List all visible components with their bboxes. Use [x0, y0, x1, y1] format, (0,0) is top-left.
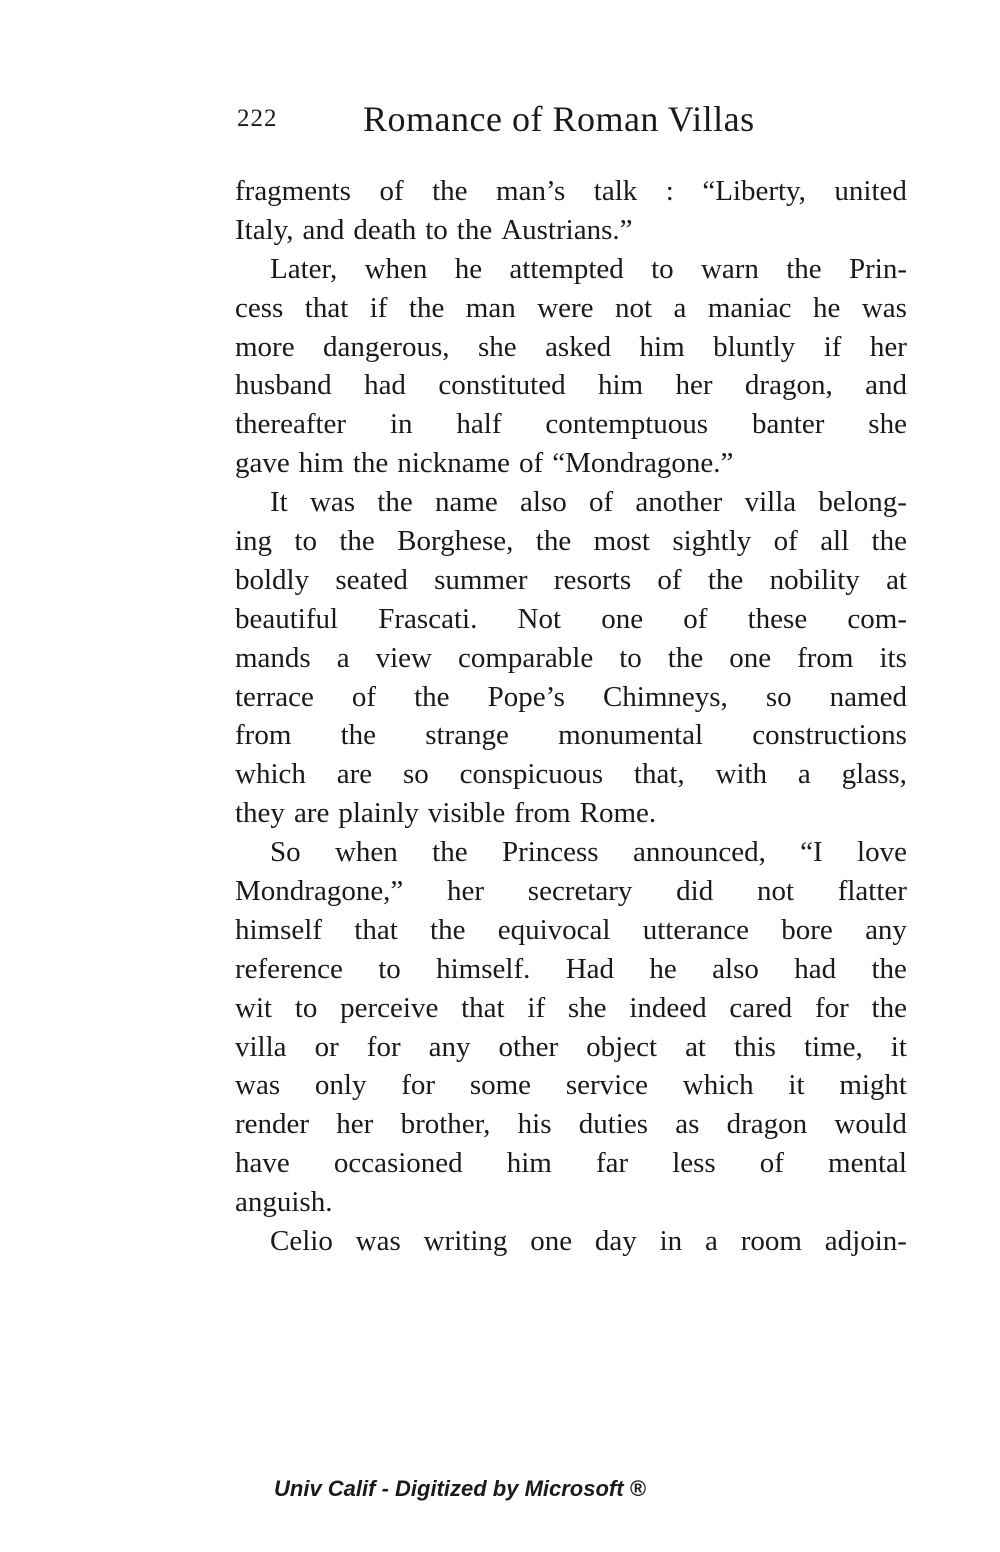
text-line: himself that the equivocal utterance bore any: [235, 913, 907, 946]
digitization-watermark: Univ Calif - Digitized by Microsoft ®: [274, 1476, 646, 1501]
text-line: have occasioned him far less of mental: [235, 1147, 907, 1180]
text-line: terrace of the Pope’s Chimneys, so named: [235, 680, 907, 713]
text-line: husband had constituted him her dragon, and: [235, 369, 907, 402]
text-line: beautiful Frascati. Not one of these com-: [235, 602, 907, 635]
text-line: Later, when he attempted to warn the Prin-: [270, 252, 907, 285]
running-title: Romance of Roman Villas: [363, 99, 755, 139]
text-line: thereafter in half contemptuous banter she: [235, 408, 907, 441]
text-line: gave him the nickname of “Mondragone.”: [235, 447, 734, 480]
text-line: reference to himself. Had he also had the: [235, 952, 907, 985]
text-line: So when the Princess announced, “I love: [270, 836, 907, 869]
text-line: Celio was writing one day in a room adjoin-: [270, 1225, 907, 1258]
text-line: from the strange monumental constructions: [235, 719, 907, 752]
text-line: render her brother, his duties as dragon would: [235, 1108, 907, 1141]
text-line: which are so conspicuous that, with a glass,: [235, 758, 907, 791]
text-line: was only for some service which it might: [235, 1069, 907, 1102]
text-line: they are plainly visible from Rome.: [235, 797, 657, 830]
text-line: villa or for any other object at this time, it: [235, 1030, 907, 1063]
text-line: ing to the Borghese, the most sightly of all the: [235, 525, 907, 558]
text-line: boldly seated summer resorts of the nobility at: [235, 563, 907, 596]
text-line: It was the name also of another villa belong-: [270, 486, 907, 519]
text-line: anguish.: [235, 1186, 333, 1219]
text-line: mands a view comparable to the one from its: [235, 641, 907, 674]
text-line: Italy, and death to the Austrians.”: [235, 213, 633, 246]
text-line: wit to perceive that if she indeed cared for the: [235, 991, 907, 1024]
page-number: 222: [237, 105, 278, 132]
text-line: cess that if the man were not a maniac he was: [235, 291, 907, 324]
body-text: [235, 172, 907, 1261]
text-line: more dangerous, she asked him bluntly if her: [235, 330, 907, 363]
text-line: fragments of the man’s talk : “Liberty, united: [235, 175, 907, 207]
text-line: Mondragone,” her secretary did not flatter: [235, 875, 907, 908]
